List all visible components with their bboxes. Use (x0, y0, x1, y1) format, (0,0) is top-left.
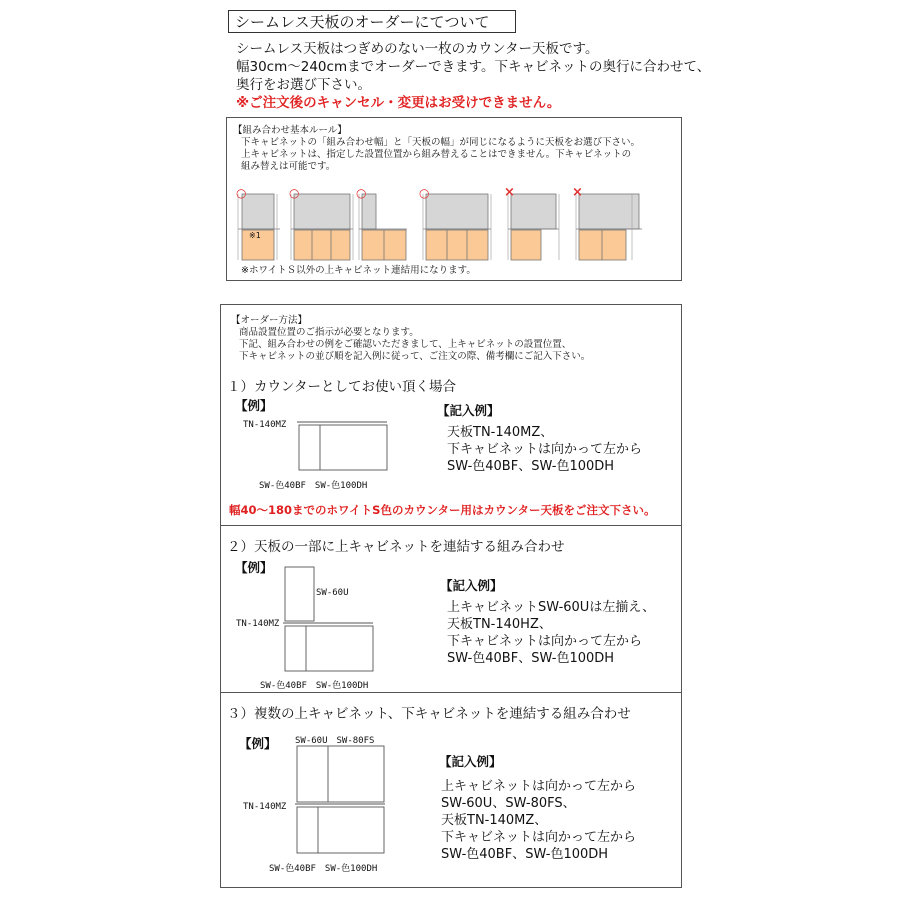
section-2-bottom-label: SW-色40BF SW-色100DH (260, 681, 369, 691)
ng-mark-5: × (504, 185, 515, 200)
section-2-top-label: TN-140MZ (236, 619, 280, 629)
section-3-entry-line-4: 下キャビネットは向かって左から (441, 830, 637, 845)
section-1-title: １）カウンターとしてお使い頂く場合 (227, 379, 456, 395)
section-2-example-label: 【例】 (235, 560, 273, 575)
ok-mark-2: ○ (289, 186, 300, 200)
section-3-entry-line-3: 天板TN-140MZ、 (441, 813, 548, 828)
section-2-entry-line-2: 天板TN-140HZ、 (447, 617, 552, 632)
section-1-top-label: TN-140MZ (243, 420, 287, 430)
ok-mark-4: ○ (419, 186, 430, 200)
combo-diagram-2 (291, 194, 353, 260)
page-title: シームレス天板のオーダーにてついて (228, 10, 516, 33)
rules-line-3: 組み替えは可能です。 (241, 161, 336, 172)
section-2-entry-line-4: SW-色40BF、SW-色100DH (447, 651, 615, 666)
intro-line-1: シームレス天板はつぎめのない一枚のカウンター天板です。 (236, 41, 599, 57)
order-line-3: 下キャビネットの並び順を記入例に従って、ご注文の際、備考欄にご記入下さい。 (239, 351, 591, 362)
section-1-note: 幅40～180までのホワイトS色のカウンター用はカウンター天板をご注文下さい。 (229, 503, 656, 517)
rules-box (226, 117, 682, 281)
combo-diagram-3 (359, 194, 407, 260)
section-3-entry-title: 【記入例】 (439, 754, 502, 769)
combo-diagram-1 (238, 194, 280, 260)
section-1-entry-title: 【記入例】 (437, 403, 500, 418)
section-3-example-label: 【例】 (239, 736, 277, 751)
section-3-title: ３）複数の上キャビネット、下キャビネットを連結する組み合わせ (227, 706, 631, 722)
section-2-entry-line-3: 下キャビネットは向かって左から (447, 634, 643, 649)
combination-diagrams (227, 118, 683, 282)
ok-mark-1: ○ (236, 186, 247, 200)
section-1-example-label: 【例】 (235, 398, 273, 413)
combo-diagram-5 (508, 194, 559, 260)
section-1-entry-line-2: 下キャビネットは向かって左から (447, 442, 643, 457)
rules-heading: 【組み合わせ基本ルール】 (233, 125, 347, 136)
section-3-top-label: TN-140MZ (243, 802, 287, 812)
section-2-entry-line-1: 上キャビネットSW-60Uは左揃え、 (447, 600, 656, 615)
section-2-upper-label: SW-60U (316, 588, 349, 598)
section-1-entry-line-1: 天板TN-140MZ、 (447, 425, 554, 440)
diagram-note-marker: ※1 (249, 231, 261, 240)
rules-footnote: ※ホワイトＳ以外の上キャビネット連結用になります。 (241, 265, 476, 276)
ok-mark-3: ○ (356, 186, 367, 200)
intro-line-3: 奥行をお選び下さい。 (236, 77, 371, 93)
order-line-1: 商品設置位置のご指示が必要となります。 (239, 327, 419, 338)
cancel-warning: ※ご注文後のキャンセル・変更はお受けできません。 (236, 95, 561, 111)
order-heading: 【オーダー方法】 (231, 315, 308, 326)
combo-diagram-6 (576, 194, 642, 260)
intro-line-2: 幅30cm～240cmまでオーダーできます。下キャビネットの奥行に合わせて、 (236, 59, 711, 75)
section-3-upper-label: SW-60U SW-80FS (295, 736, 375, 746)
ng-mark-6: × (572, 185, 583, 200)
rules-line-2: 上キャビネットは、指定した設置位置から組み替えることはできません。下キャビネットの (241, 149, 632, 160)
section-1-entry-line-3: SW-色40BF、SW-色100DH (447, 459, 615, 474)
section-2-entry-title: 【記入例】 (440, 578, 503, 593)
order-line-2: 下記、組み合わせの例をご確認いただきまして、上キャビネットの設置位置、 (239, 339, 572, 350)
section-1-bottom-label: SW-色40BF SW-色100DH (259, 481, 368, 491)
combo-diagram-4 (423, 194, 491, 260)
section-3-entry-line-5: SW-色40BF、SW-色100DH (441, 847, 609, 862)
order-box (220, 304, 682, 888)
section-3-bottom-label: SW-色40BF SW-色100DH (269, 864, 378, 874)
section-3-entry-line-2: SW-60U、SW-80FS、 (441, 796, 576, 811)
section-3-entry-line-1: 上キャビネットは向かって左から (441, 779, 637, 794)
section-2-title: ２）天板の一部に上キャビネットを連結する組み合わせ (227, 539, 565, 555)
rules-line-1: 下キャビネットの「組み合わせ幅」と「天板の幅」が同じになるように天板をお選び下さい。 (241, 137, 641, 148)
